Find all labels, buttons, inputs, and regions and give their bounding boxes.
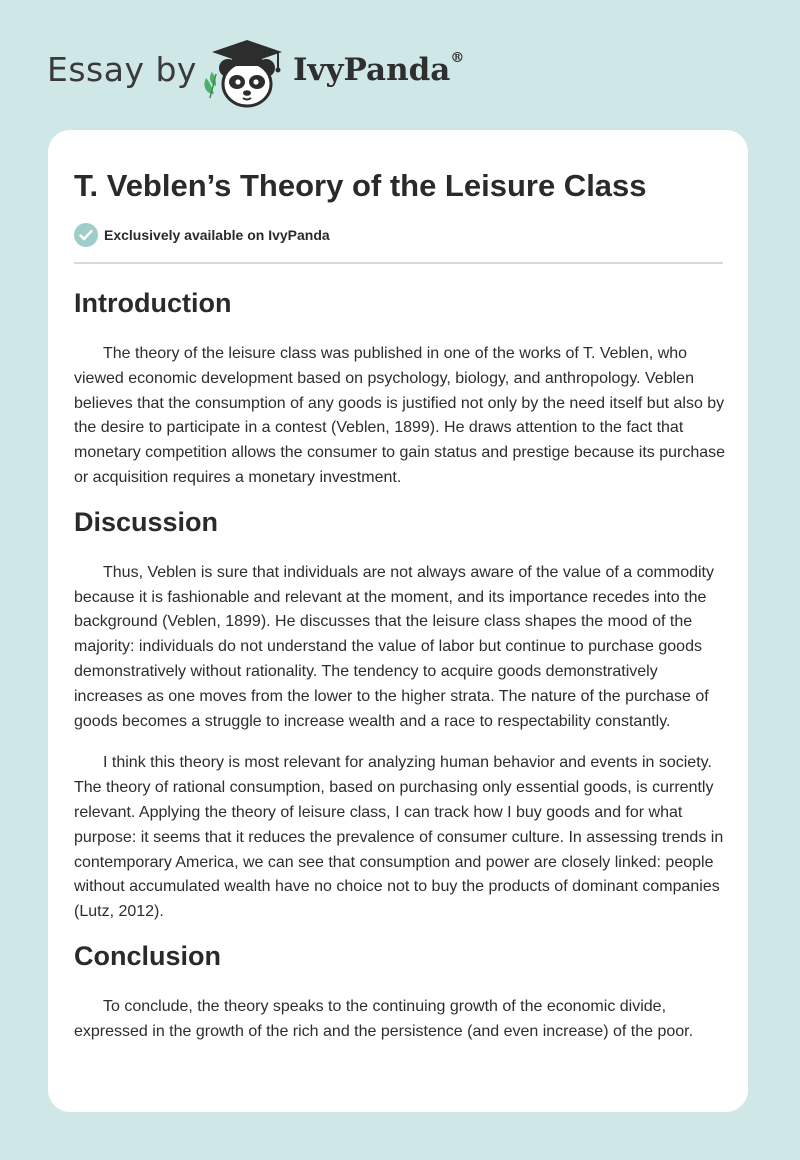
paragraph: Thus, Veblen is sure that individuals are not always aware of the value of a commodity because it is fashionable and relevant at the moment, and its importance recedes into the background (Veblen, 1899). He discusses that the leisure class shapes the mood of the majority: individuals do not understand the value of labor but continue to purchase goods demonstratively without rationality. The tendency to acquire goods demonstratively increases as one moves from the lower to the higher strata. The nature of the purchase of goods becomes a struggle to increase wealth and a race to respectability constantly. bbox=[74, 563, 714, 730]
check-circle-icon bbox=[74, 223, 98, 247]
site-header bbox=[0, 0, 800, 130]
paragraph: I think this theory is most relevant for analyzing human behavior and events in society. The theory of rational consumption, based on purchasing only essential goods, is currently relevant. Applying the theory of leisure class, I can track how I buy goods and for what purpose: it seems that it reduces the prevalence of consumer culture. In assessing trends in contemporary America, we can see that consumption and power are closely linked: people without accumulated wealth have no choice not to buy the products of dominant companies (Lutz, 2012). bbox=[74, 754, 724, 921]
panda-graduate-icon[interactable] bbox=[200, 34, 290, 110]
section-heading-conclusion: Conclusion bbox=[74, 940, 221, 971]
paragraph: To conclude, the theory speaks to the continuing growth of the economic divide, expressed in the growth of the rich and the persistence (and even increase) of the poor. bbox=[74, 997, 694, 1040]
title-divider bbox=[74, 262, 723, 264]
brand-name[interactable]: IvyPanda® bbox=[293, 50, 465, 88]
registered-mark: ® bbox=[450, 50, 465, 66]
essay-card bbox=[48, 130, 748, 1112]
section-heading-introduction: Introduction bbox=[74, 288, 232, 318]
essay-by-label: Essay by bbox=[47, 50, 197, 89]
essay-title: T. Veblen’s Theory of the Leisure Class bbox=[74, 168, 647, 203]
paragraph: The theory of the leisure class was published in one of the works of T. Veblen, who viewed economic development based on psychology, biology, and anthropology. Veblen believes that the consumption of any goods is justified not only by the need itself but also by the desire to participate in a contest (Veblen, 1899). He draws attention to the fact that monetary competition allows the consumer to gain status and prestige because its purchase or acquisition requires a monetary investment. bbox=[74, 345, 726, 486]
exclusive-badge bbox=[74, 222, 722, 248]
section-heading-discussion: Discussion bbox=[74, 506, 219, 537]
exclusive-badge-label: Exclusively available on IvyPanda bbox=[104, 227, 330, 243]
